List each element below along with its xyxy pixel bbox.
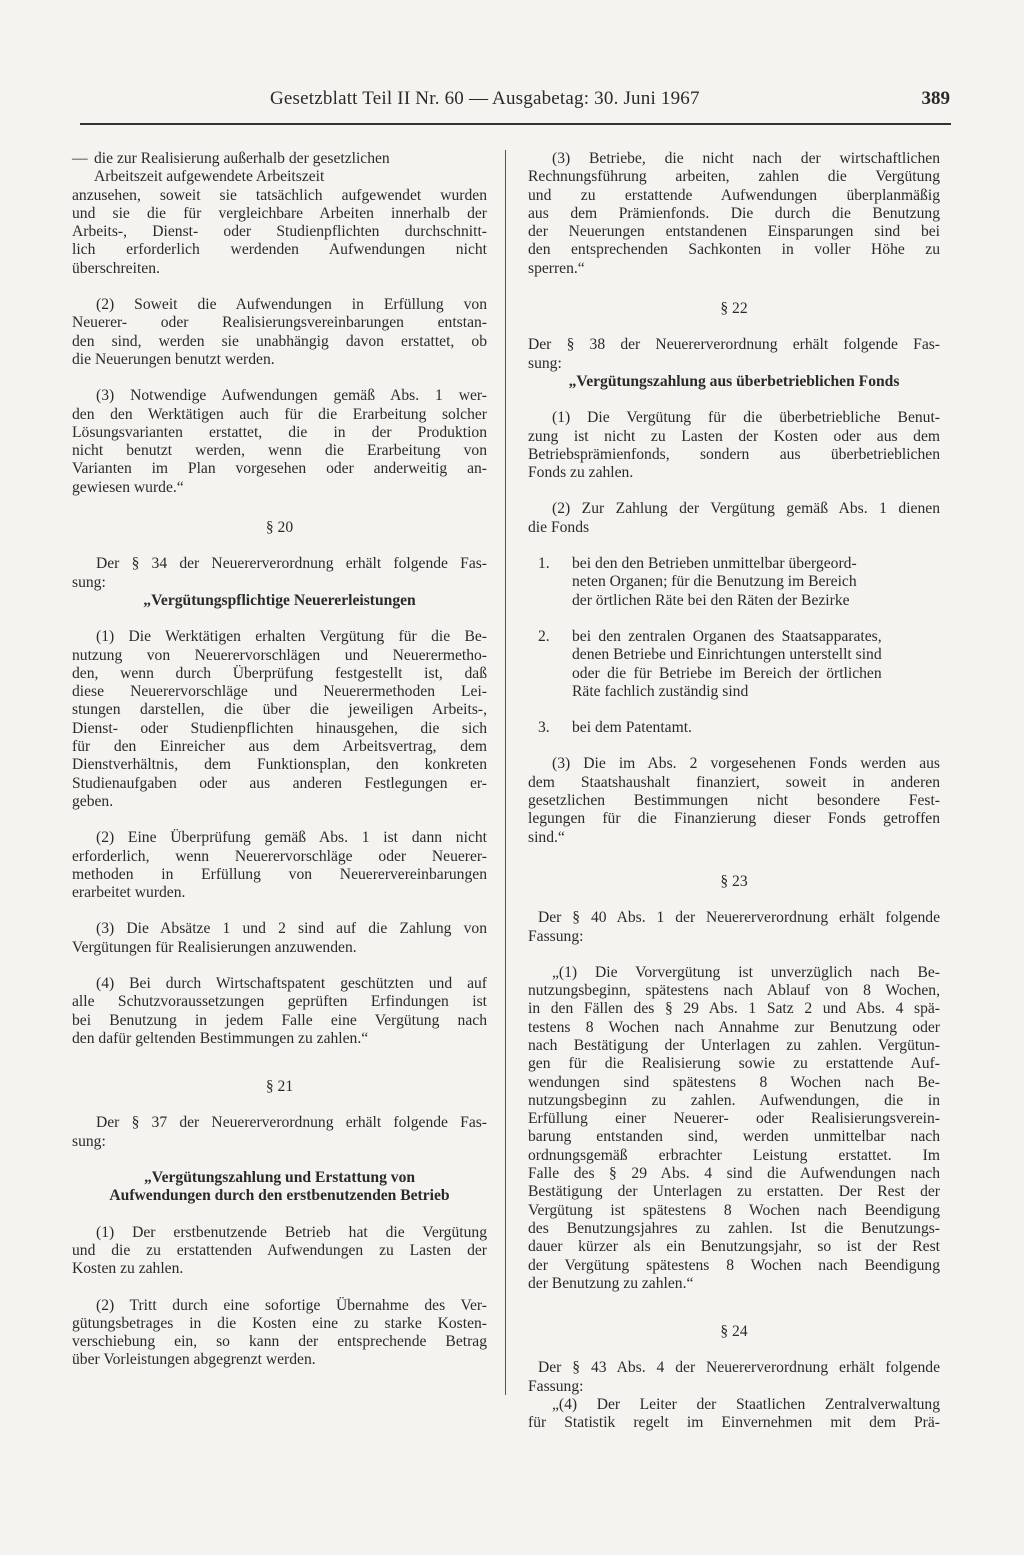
text-line: und sie die für vergleichbare Arbeiten innerhalb der (72, 204, 487, 222)
text-line: den, wenn durch Überprüfung festgestellt ist, daß (72, 664, 487, 682)
list-item (528, 555, 940, 610)
text-line: für den Einreicher aus dem Arbeitsvertrag, dem (72, 738, 487, 756)
list-item (528, 628, 940, 701)
text-line: Betriebsprämienfonds, sondern aus überbetrieblichen (528, 445, 940, 463)
text-line: Der § 40 Abs. 1 der Neuererverordnung erhält folgende (538, 909, 940, 927)
text-line: wendungen sind spätestens 8 Wochen nach Be- (528, 1073, 940, 1091)
text-line: erarbeitet wurden. (72, 884, 186, 902)
text-line: dauer kürzer als ein Benutzungsjahr, so ist der Rest (528, 1238, 940, 1256)
section-heading-23: § 23 (720, 872, 748, 890)
paragraph (528, 1359, 940, 1396)
text-line: sung: (72, 1132, 106, 1150)
text-line: (2) Soweit die Aufwendungen in Erfüllung von (96, 296, 487, 314)
text-line: bei Benutzung in jedem Falle eine Vergütung nach (72, 1011, 487, 1029)
text-line: Studienaufgaben oder aus anderen Festlegungen er- (72, 774, 487, 792)
text-line: gesetzlichen Bestimmungen nicht besondere Fest- (528, 792, 940, 810)
text-line: Arbeitszeit aufgewendete Arbeitszeit (94, 168, 325, 186)
text-line: Fassung: (528, 1377, 584, 1395)
text-line: Vergütungen für Realisierungen anzuwenden. (72, 938, 357, 956)
text-line: neten Organen; für die Benutzung im Bereich (572, 573, 857, 591)
text-line: Rechnungsführung arbeiten, zahlen die Vergütung (528, 168, 940, 186)
text-line: in den Fällen des § 29 Abs. 1 Satz 2 und Abs. 4 spä- (528, 1000, 940, 1018)
text-line: (2) Tritt durch eine sofortige Übernahme des Ver- (96, 1296, 487, 1314)
text-line: alle Schutzvoraussetzungen geprüften Erfindungen ist (72, 993, 487, 1011)
article-title: „Vergütungszahlung aus überbetrieblichen Fonds (568, 372, 900, 390)
text-line: Dienst- oder Studienpflichten hinausgehen, die sich (72, 719, 487, 737)
column-divider (505, 150, 506, 1395)
text-line: lich erforderlich werdenden Aufwendungen nicht (72, 241, 487, 259)
text-line: die zur Realisierung außerhalb der gesetzlichen (94, 150, 390, 167)
text-line: oder die für Betriebe im Bereich der örtlichen (572, 664, 882, 682)
text-line: Räte fachlich zuständig sind (572, 682, 749, 700)
text-line: Varianten im Plan vorgesehen oder anderweitig an- (72, 460, 487, 478)
section-heading-21: § 21 (265, 1078, 294, 1096)
article-title-line: Aufwendungen durch den erstbenutzenden Betrieb (109, 1187, 450, 1205)
text-line: (1) Die Vergütung für die überbetriebliche Benut- (552, 409, 940, 427)
text-line: ordnungsgemäß erbrachter Leistung erstattet. Im (528, 1146, 940, 1164)
text-line: „(1) Die Vorvergütung ist unverzüglich nach Be- (552, 963, 940, 981)
text-line: (1) Der erstbenutzende Betrieb hat die Vergütung (96, 1223, 487, 1241)
paragraph (72, 829, 487, 902)
right-column (528, 150, 940, 1433)
text-line: Der § 34 der Neuererverordnung erhält folgende Fas- (96, 555, 487, 573)
text-line: gütungsbetrages in die Kosten eine zu starke Kosten- (72, 1314, 487, 1332)
section-heading-22: § 22 (720, 300, 748, 318)
text-line: (3) Die Absätze 1 und 2 sind auf die Zahlung von (96, 920, 487, 938)
paragraph (528, 500, 940, 537)
text-line: (3) Betriebe, die nicht nach der wirtschaftlichen (552, 150, 940, 167)
text-line: den den Werktätigen auch für die Erarbeitung solcher (72, 405, 487, 423)
paragraph (528, 755, 940, 846)
text-line: überschreiten. (72, 259, 160, 277)
text-line: des Benutzungsjahres zu zahlen. Ist die Benutzungs- (528, 1219, 940, 1237)
article-title (72, 1169, 487, 1206)
text-line: den sind, werden sie unabhängig davon erstattet, ob (72, 332, 487, 350)
paragraph (72, 975, 487, 1048)
text-line: sperren.“ (528, 259, 585, 277)
text-line: testens 8 Wochen nach Annahme zur Benutzung oder (528, 1018, 940, 1036)
list-number: 1. (538, 555, 550, 573)
text-line: bei den den Betrieben unmittelbar übergeord- (572, 555, 857, 573)
text-line: Bestätigung der Unterlagen zu erstatten. Der Rest der (528, 1183, 940, 1201)
text-line: über Vorleistungen abgegrenzt werden. (72, 1351, 316, 1369)
left-column (72, 150, 487, 1370)
text-line: Kosten zu zahlen. (72, 1260, 184, 1278)
text-line: nutzung von Neuerervorschlägen und Neuerermetho- (72, 646, 487, 664)
text-line: (1) Die Werktätigen erhalten Vergütung für die Be- (96, 628, 487, 646)
text-line: Dienstverhältnis, dem Funktionsplan, den konkreten (72, 756, 487, 774)
paragraph (72, 1114, 487, 1151)
text-line: nach Bestätigung der Unterlagen zu zahlen. Vergütun- (528, 1036, 940, 1054)
dash-list-item (72, 150, 487, 187)
text-line: denen Betriebe und Einrichtungen unterstellt sind (572, 646, 882, 664)
paragraph (528, 409, 940, 482)
text-line: der Vergütung spätestens 8 Wochen nach Beendigung (528, 1256, 940, 1274)
section-heading-24: § 24 (720, 1323, 748, 1341)
text-line: die Neuerungen benutzt werden. (72, 350, 275, 368)
paragraph (72, 555, 487, 592)
text-line: verschiebung ein, so kann der entsprechende Betrag (72, 1333, 487, 1351)
text-line: bei dem Patentamt. (572, 719, 692, 737)
text-line: diese Neuerervorschläge und Neuerermethoden Lei- (72, 683, 487, 701)
text-line: (2) Eine Überprüfung gemäß Abs. 1 ist dann nicht (96, 829, 487, 847)
text-line: legungen für die Finanzierung dieser Fonds getroffen (528, 810, 940, 828)
text-line: (2) Zur Zahlung der Vergütung gemäß Abs. 1 dienen (552, 500, 940, 518)
page-number: 389 (921, 88, 950, 109)
text-line: erforderlich, wenn Neuerervorschläge oder Neuerer- (72, 847, 487, 865)
text-line: geben. (72, 792, 114, 810)
text-line: Fassung: (528, 927, 584, 945)
paragraph (72, 387, 487, 497)
paragraph (72, 1224, 487, 1279)
text-line: (4) Bei durch Wirtschaftspatent geschützten und auf (96, 974, 487, 992)
paragraph (72, 1297, 487, 1370)
text-line: der örtlichen Räte bei den Räten der Bezirke (572, 591, 850, 609)
list-number: 2. (538, 627, 550, 645)
dash-marker: — (72, 150, 88, 167)
paragraph (528, 909, 940, 946)
text-line: Der § 37 der Neuererverordnung erhält folgende Fas- (96, 1114, 487, 1132)
text-line: sung: (72, 573, 106, 591)
text-line: „(4) Der Leiter der Staatlichen Zentralverwaltung (552, 1396, 940, 1414)
text-line: den dafür geltenden Bestimmungen zu zahlen.“ (72, 1029, 369, 1047)
article-title: „Vergütungspflichtige Neuererleistungen (143, 591, 416, 609)
paragraph (72, 296, 487, 369)
text-line: Neuerer- oder Realisierungsvereinbarungen entstan- (72, 314, 487, 332)
paragraph (528, 336, 940, 373)
paragraph (528, 964, 940, 1293)
paragraph (72, 920, 487, 957)
text-line: methoden in Erfüllung von Neuerervereinbarungen (72, 865, 487, 883)
list-number: 3. (538, 719, 550, 737)
paragraph (72, 628, 487, 811)
gazette-title: Gesetzblatt Teil II Nr. 60 — Ausgabetag: 30. Juni 1967 (270, 88, 700, 109)
text-line: die Fonds (528, 518, 590, 536)
text-line: der Neuerungen entstandenen Einsparungen sind bei (528, 223, 940, 241)
text-line: anzusehen, soweit sie tatsächlich aufgewendet wurden (72, 186, 487, 204)
paragraph (528, 1396, 940, 1433)
text-line: sung: (528, 354, 562, 372)
text-line: (3) Die im Abs. 2 vorgesehenen Fonds werden aus (552, 755, 940, 773)
text-line: nutzungsbeginn zu zahlen. Aufwendungen, die in (528, 1091, 940, 1109)
text-line: Der § 38 der Neuererverordnung erhält folgende Fas- (528, 336, 940, 354)
text-line: Falle des § 29 Abs. 4 sind die Aufwendungen nach (528, 1165, 940, 1183)
text-line: gen für die Realisierung sowie zu erstattende Auf- (528, 1055, 940, 1073)
text-line: nutzungsbeginn, spätestens nach Ablauf von 8 Wochen, (528, 982, 940, 1000)
text-line: für Statistik regelt im Einvernehmen mit dem Prä- (528, 1414, 940, 1432)
text-line: sind.“ (528, 828, 565, 846)
text-line: bei den zentralen Organen des Staatsapparates, (572, 627, 882, 645)
text-line: den entsprechenden Sachkonten in voller Höhe zu (528, 241, 940, 259)
text-line: der Benutzung zu zahlen.“ (528, 1274, 694, 1292)
text-line: (3) Notwendige Aufwendungen gemäß Abs. 1 wer- (96, 387, 487, 405)
text-line: stungen darstellen, die über die jeweiligen Arbeits-, (72, 701, 487, 719)
text-line: dem Staatshaushalt finanziert, soweit in anderen (528, 773, 940, 791)
text-line: aus dem Prämienfonds. Die durch die Benutzung (528, 204, 940, 222)
paragraph (528, 150, 940, 278)
header-rule (80, 123, 951, 125)
text-line: und zu erstattende Aufwendungen überplanmäßig (528, 186, 940, 204)
article-title-line: „Vergütungszahlung und Erstattung von (143, 1169, 416, 1187)
text-line: Arbeits-, Dienst- oder Studienpflichten durchschnitt- (72, 223, 487, 241)
page-header (80, 88, 950, 118)
text-line: Fonds zu zahlen. (528, 464, 634, 482)
text-line: zung ist nicht zu Lasten der Kosten oder aus dem (528, 427, 940, 445)
text-line: Vergütung ist spätestens 8 Wochen nach Beendigung (528, 1201, 940, 1219)
text-line: gewiesen wurde.“ (72, 478, 184, 496)
text-line: Der § 43 Abs. 4 der Neuererverordnung erhält folgende (538, 1359, 940, 1377)
text-line: Erfüllung einer Neuerer- oder Realisierungsverein- (528, 1110, 940, 1128)
paragraph (72, 187, 487, 278)
text-line: barung entstanden sind, werden unmittelbar nach (528, 1128, 940, 1146)
list-item (528, 719, 940, 737)
text-line: und die zu erstattenden Aufwendungen zu Lasten der (72, 1241, 487, 1259)
text-line: Lösungsvarianten erstattet, die in der Produktion (72, 423, 487, 441)
text-line: nicht benutzt werden, wenn die Erarbeitung von (72, 442, 487, 460)
section-heading-20: § 20 (265, 519, 294, 537)
